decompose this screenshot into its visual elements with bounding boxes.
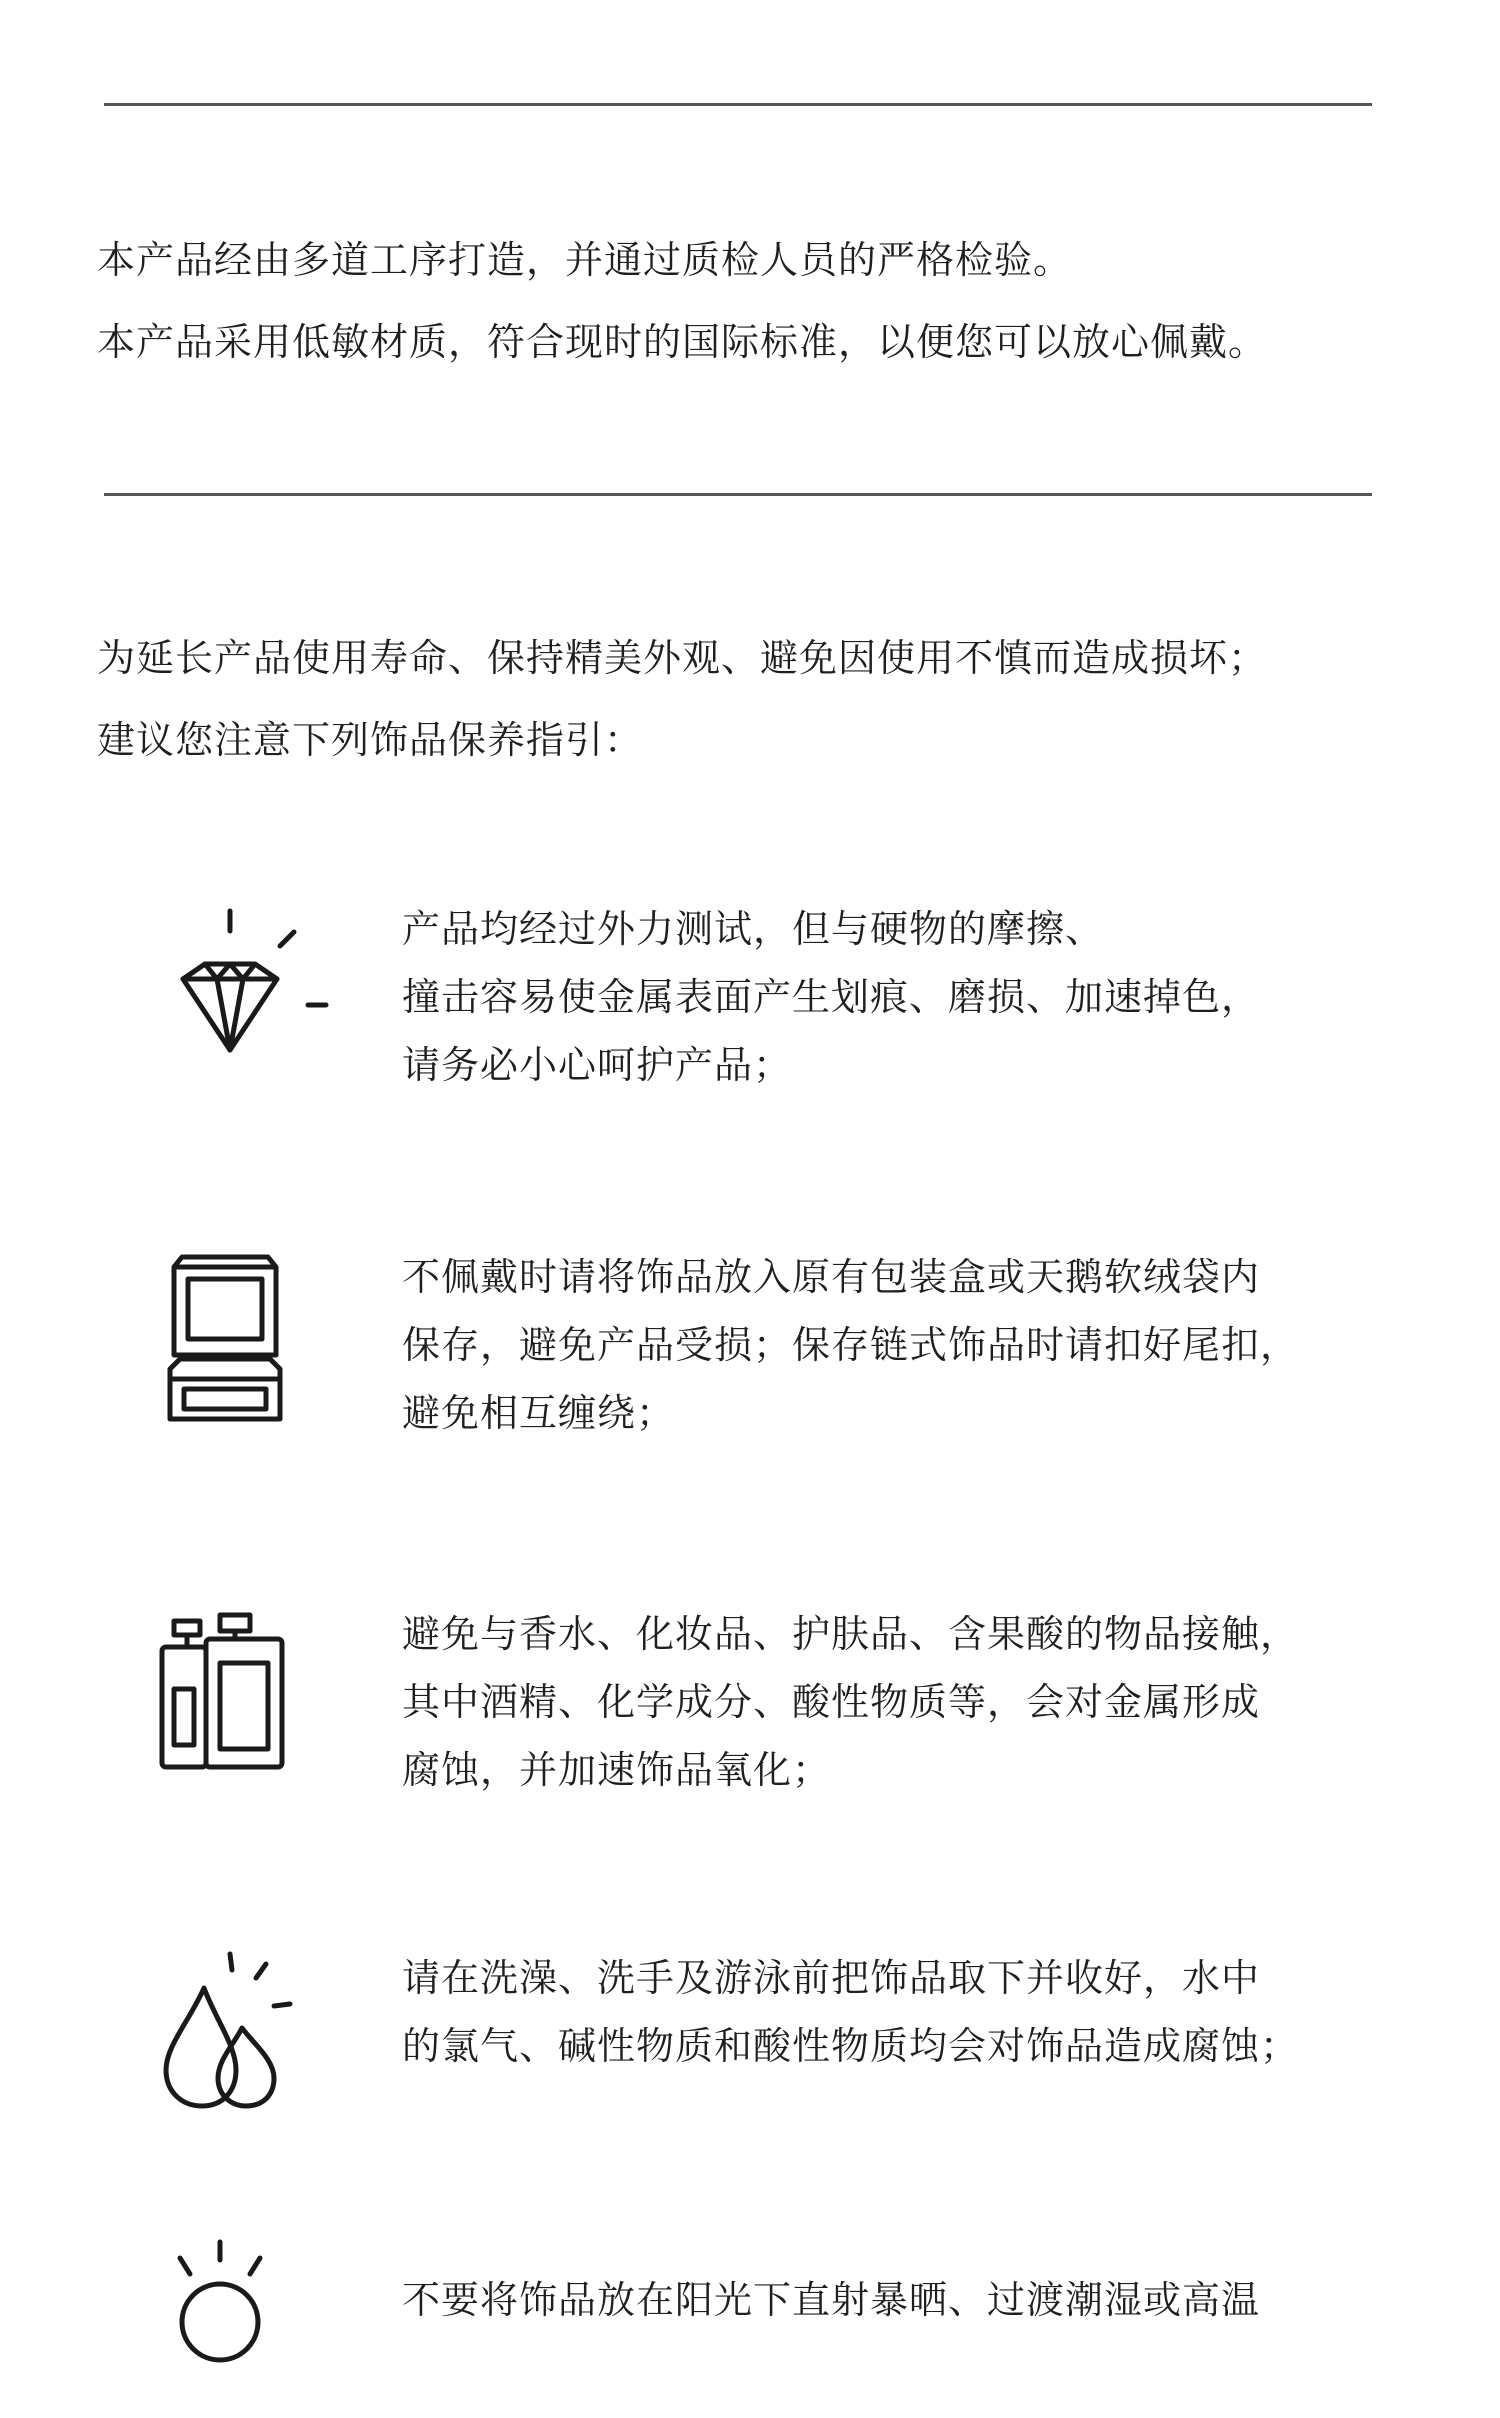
care-item-2-line-2: 保存，避免产品受损；保存链式饰品时请扣好尾扣，	[402, 1323, 1300, 1367]
care-item-5-text	[402, 2266, 1260, 2334]
care-item-1-line-1: 产品均经过外力测试，但与硬物的摩擦、	[402, 907, 1105, 951]
care-item-3-text	[402, 1600, 1299, 1804]
water-drops-icon	[150, 1948, 330, 2128]
care-item-4-line-2: 的氯气、碱性物质和酸性物质均会对饰品造成腐蚀；	[402, 2024, 1300, 2068]
care-item-1-line-3: 请务必小心呵护产品；	[402, 1043, 793, 1087]
care-item-3-line-1: 避免与香水、化妆品、护肤品、含果酸的物品接触，	[402, 1612, 1300, 1656]
jewelry-box-icon	[150, 1247, 330, 1427]
care-item-4-line-1: 请在洗澡、洗手及游泳前把饰品取下并收好，水中	[402, 1956, 1261, 2000]
middle-divider	[104, 493, 1372, 496]
care-item-3-line-2: 其中酒精、化学成分、酸性物质等，会对金属形成	[402, 1680, 1261, 1724]
care-item-1-line-2: 撞击容易使金属表面产生划痕、磨损、加速掉色，	[402, 975, 1261, 1019]
sun-icon	[150, 2238, 330, 2418]
care-intro-line-2: 建议您注意下列饰品保养指引：	[97, 718, 644, 762]
care-item-5-line-1: 不要将饰品放在阳光下直射暴晒、过渡潮湿或高温	[402, 2278, 1261, 2322]
care-item-4-text	[402, 1944, 1299, 2080]
top-divider	[104, 103, 1372, 106]
care-intro-line-1: 为延长产品使用寿命、保持精美外观、避免因使用不慎而造成损坏；	[97, 636, 1268, 680]
quality-line-1: 本产品经由多道工序打造，并通过质检人员的严格检验。	[97, 238, 1073, 282]
care-item-2-text	[402, 1243, 1299, 1447]
care-item-3-line-3: 腐蚀，并加速饰品氧化；	[402, 1748, 832, 1792]
diamond-icon	[150, 898, 330, 1078]
care-item-2-line-3: 避免相互缠绕；	[402, 1391, 676, 1435]
quality-line-2: 本产品采用低敏材质，符合现时的国际标准，以便您可以放心佩戴。	[97, 320, 1268, 364]
perfume-bottle-icon	[150, 1605, 330, 1785]
care-item-2-line-1: 不佩戴时请将饰品放入原有包装盒或天鹅软绒袋内	[402, 1255, 1261, 1299]
care-item-1-text	[402, 895, 1260, 1099]
